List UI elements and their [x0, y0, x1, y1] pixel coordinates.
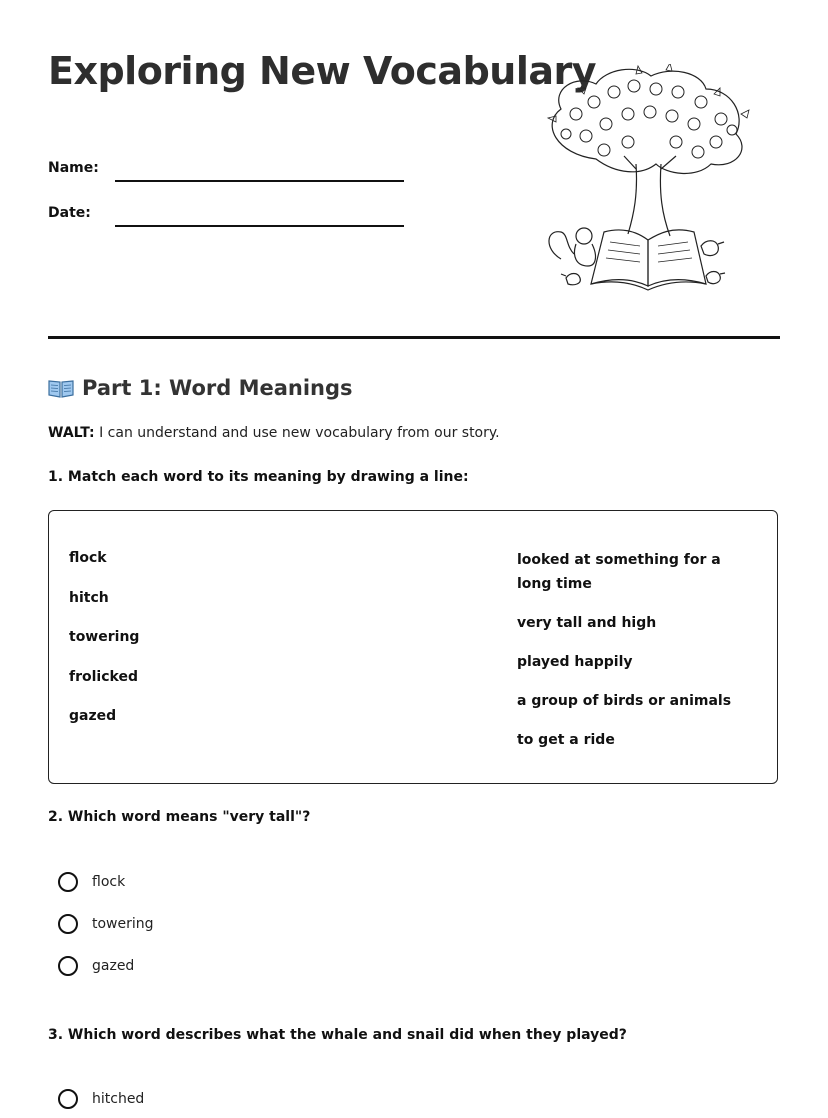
walt-text: I can understand and use new vocabulary from our story.	[99, 425, 500, 441]
part1-title: Part 1: Word Meanings	[82, 376, 353, 400]
radio-button[interactable]	[58, 872, 78, 892]
walt-label: WALT:	[48, 425, 95, 441]
radio-button[interactable]	[58, 956, 78, 976]
match-word[interactable]: towering	[69, 629, 140, 645]
walt-statement	[48, 425, 500, 441]
match-meaning[interactable]: played happily	[517, 654, 633, 670]
option-label: gazed	[92, 958, 135, 974]
option-label: towering	[92, 916, 154, 932]
match-meaning[interactable]: a group of birds or animals	[517, 693, 732, 709]
name-field[interactable]	[115, 180, 404, 182]
section-divider	[48, 336, 780, 339]
match-word[interactable]: hitch	[69, 589, 109, 606]
word-column	[69, 548, 269, 746]
question-2-prompt: 2. Which word means "very tall"?	[48, 809, 311, 825]
match-word[interactable]: flock	[69, 550, 107, 566]
meaning-column	[517, 548, 757, 767]
match-meaning[interactable]: looked at something for a long time	[517, 552, 721, 592]
match-word[interactable]: gazed	[69, 708, 117, 724]
question-2-option[interactable]	[58, 956, 134, 976]
match-meaning[interactable]: very tall and high	[517, 615, 657, 631]
question-1-prompt: 1. Match each word to its meaning by drawing a line:	[48, 469, 469, 485]
name-label: Name:	[48, 160, 99, 176]
radio-button[interactable]	[58, 1089, 78, 1109]
date-field[interactable]	[115, 225, 404, 227]
question-3-prompt: 3. Which word describes what the whale and snail did when they played?	[48, 1027, 627, 1043]
option-label: flock	[92, 874, 126, 890]
worksheet-title: Exploring New Vocabulary	[48, 49, 596, 93]
radio-button[interactable]	[58, 914, 78, 934]
question-3-option[interactable]	[58, 1089, 144, 1109]
tree-book-illustration	[536, 64, 760, 296]
date-label: Date:	[48, 205, 91, 221]
match-meaning[interactable]: to get a ride	[517, 732, 615, 748]
matching-box	[48, 510, 778, 784]
question-2-option[interactable]	[58, 872, 125, 892]
part1-heading	[48, 376, 353, 400]
option-label: hitched	[92, 1091, 145, 1107]
match-word[interactable]: frolicked	[69, 668, 138, 685]
open-book-icon	[48, 378, 74, 398]
question-2-option[interactable]	[58, 914, 154, 934]
